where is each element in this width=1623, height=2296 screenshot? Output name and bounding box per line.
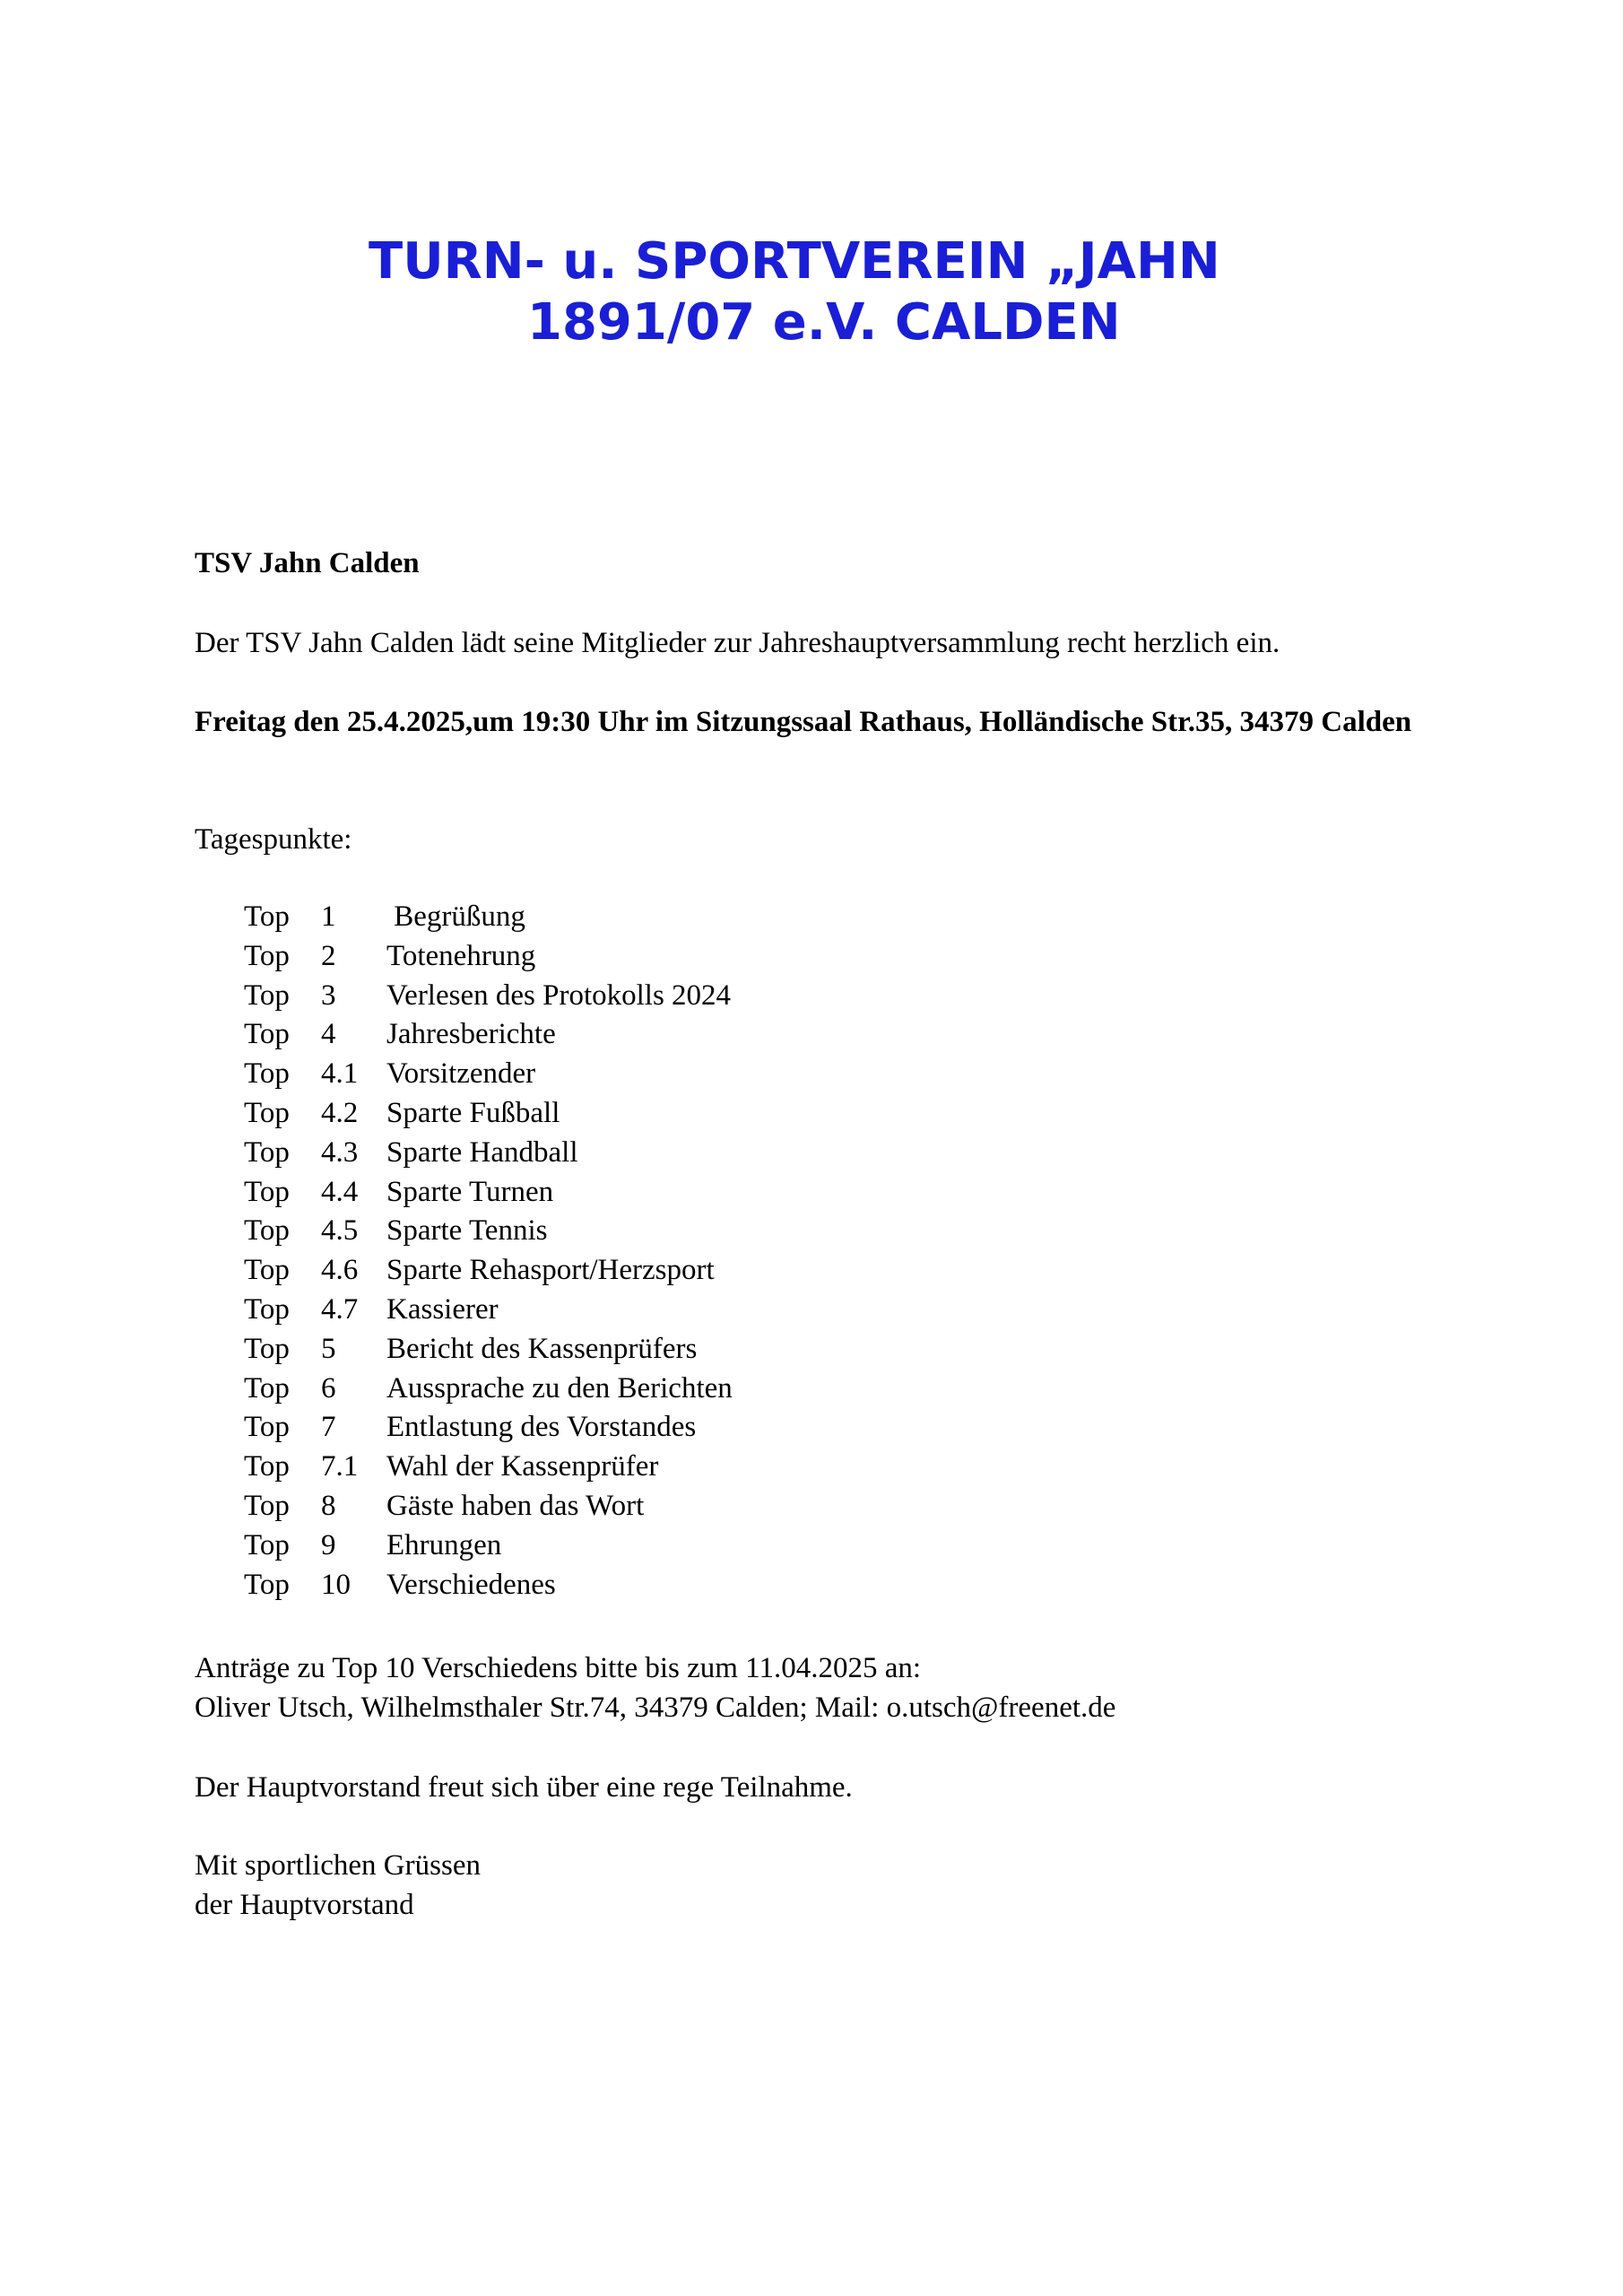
request-line-1: Anträge zu Top 10 Verschiedens bitte bis zum 11.04.2025 an: — [195, 1652, 922, 1684]
agenda-item-prefix: Top — [244, 1175, 290, 1208]
request-line-2: Oliver Utsch, Wilhelmsthaler Str.74, 34379 Calden; Mail: o.utsch@freenet.de — [195, 1692, 1116, 1724]
agenda-item-text: Bericht des Kassenprüfers — [386, 1332, 698, 1365]
agenda-item-text: Sparte Tennis — [386, 1214, 548, 1248]
club-header-line-1: TURN- u. SPORTVEREIN „JAHN — [369, 232, 1220, 291]
agenda-item-number: 4 — [321, 1018, 336, 1051]
agenda-title: Tagespunkte: — [195, 823, 352, 856]
agenda-item-text: Ehrungen — [386, 1528, 502, 1561]
agenda-item-number: 4.1 — [321, 1057, 359, 1091]
agenda-item-prefix: Top — [244, 1371, 290, 1405]
agenda-item-prefix: Top — [244, 1018, 290, 1051]
agenda-item-text: Kassierer — [386, 1292, 499, 1326]
agenda-item-prefix: Top — [244, 939, 290, 972]
agenda-item-text: Verlesen des Protokolls 2024 — [386, 978, 732, 1012]
agenda-item-number: 9 — [321, 1528, 336, 1561]
agenda-item-text: Vorsitzender — [386, 1057, 536, 1091]
closing-line-1: Mit sportlichen Grüssen — [195, 1849, 481, 1882]
agenda-item-prefix: Top — [244, 1254, 290, 1287]
agenda-item-prefix: Top — [244, 1411, 290, 1444]
agenda-item-number: 6 — [321, 1371, 336, 1405]
agenda-item-number: 4.6 — [321, 1254, 359, 1287]
agenda-item-number: 4.3 — [321, 1135, 359, 1169]
agenda-item-prefix: Top — [244, 1450, 290, 1483]
agenda-item-prefix: Top — [244, 900, 290, 933]
agenda-item-number: 2 — [321, 939, 336, 972]
agenda-item-number: 4.7 — [321, 1292, 359, 1326]
agenda-item-number: 4.2 — [321, 1096, 359, 1129]
agenda-item-number: 7 — [321, 1411, 336, 1444]
closing-line-2: der Hauptvorstand — [195, 1889, 414, 1921]
agenda-item-text: Jahresberichte — [386, 1018, 556, 1051]
agenda-item-text: Begrüßung — [386, 900, 525, 933]
agenda-item-text: Aussprache zu den Berichten — [386, 1371, 733, 1405]
agenda-item-prefix: Top — [244, 1332, 290, 1365]
agenda-item-number: 1 — [321, 900, 336, 933]
agenda-item-text: Sparte Handball — [386, 1135, 578, 1169]
agenda-item-text: Entlastung des Vorstandes — [386, 1411, 697, 1444]
agenda-item-prefix: Top — [244, 978, 290, 1012]
agenda-item-text: Sparte Fußball — [386, 1096, 560, 1129]
date-location: Freitag den 25.4.2025,um 19:30 Uhr im Sitzungssaal Rathaus, Holländische Str.35, 34379 Calden — [195, 706, 1412, 738]
agenda-item-text: Gäste haben das Wort — [386, 1489, 645, 1522]
agenda-item-text: Wahl der Kassenprüfer — [386, 1450, 659, 1483]
agenda-item-text: Verschiedenes — [386, 1568, 556, 1601]
agenda-item-text: Sparte Rehasport/Herzsport — [386, 1254, 715, 1287]
agenda-item-number: 4.4 — [321, 1175, 359, 1208]
org-name: TSV Jahn Calden — [195, 547, 420, 579]
agenda-item-prefix: Top — [244, 1135, 290, 1169]
agenda-item-number: 5 — [321, 1332, 336, 1365]
agenda-item-prefix: Top — [244, 1214, 290, 1248]
agenda-item-prefix: Top — [244, 1568, 290, 1601]
agenda-item-prefix: Top — [244, 1096, 290, 1129]
agenda-item-number: 8 — [321, 1489, 336, 1522]
agenda-item-number: 10 — [321, 1568, 351, 1601]
agenda-item-prefix: Top — [244, 1057, 290, 1091]
agenda-item-prefix: Top — [244, 1489, 290, 1522]
agenda-item-number: 3 — [321, 978, 336, 1012]
agenda-item-prefix: Top — [244, 1528, 290, 1561]
agenda-item-number: 7.1 — [321, 1450, 359, 1483]
agenda-item-text: Totenehrung — [386, 939, 536, 972]
club-header-line-2: 1891/07 e.V. CALDEN — [527, 293, 1121, 352]
agenda-item-text: Sparte Turnen — [386, 1175, 554, 1208]
agenda-item-prefix: Top — [244, 1292, 290, 1326]
thanks-text: Der Hauptvorstand freut sich über eine rege Teilnahme. — [195, 1771, 853, 1804]
agenda-item-number: 4.5 — [321, 1214, 359, 1248]
invitation-text: Der TSV Jahn Calden lädt seine Mitglieder zur Jahreshauptversammlung recht herzlich ein. — [195, 627, 1280, 659]
